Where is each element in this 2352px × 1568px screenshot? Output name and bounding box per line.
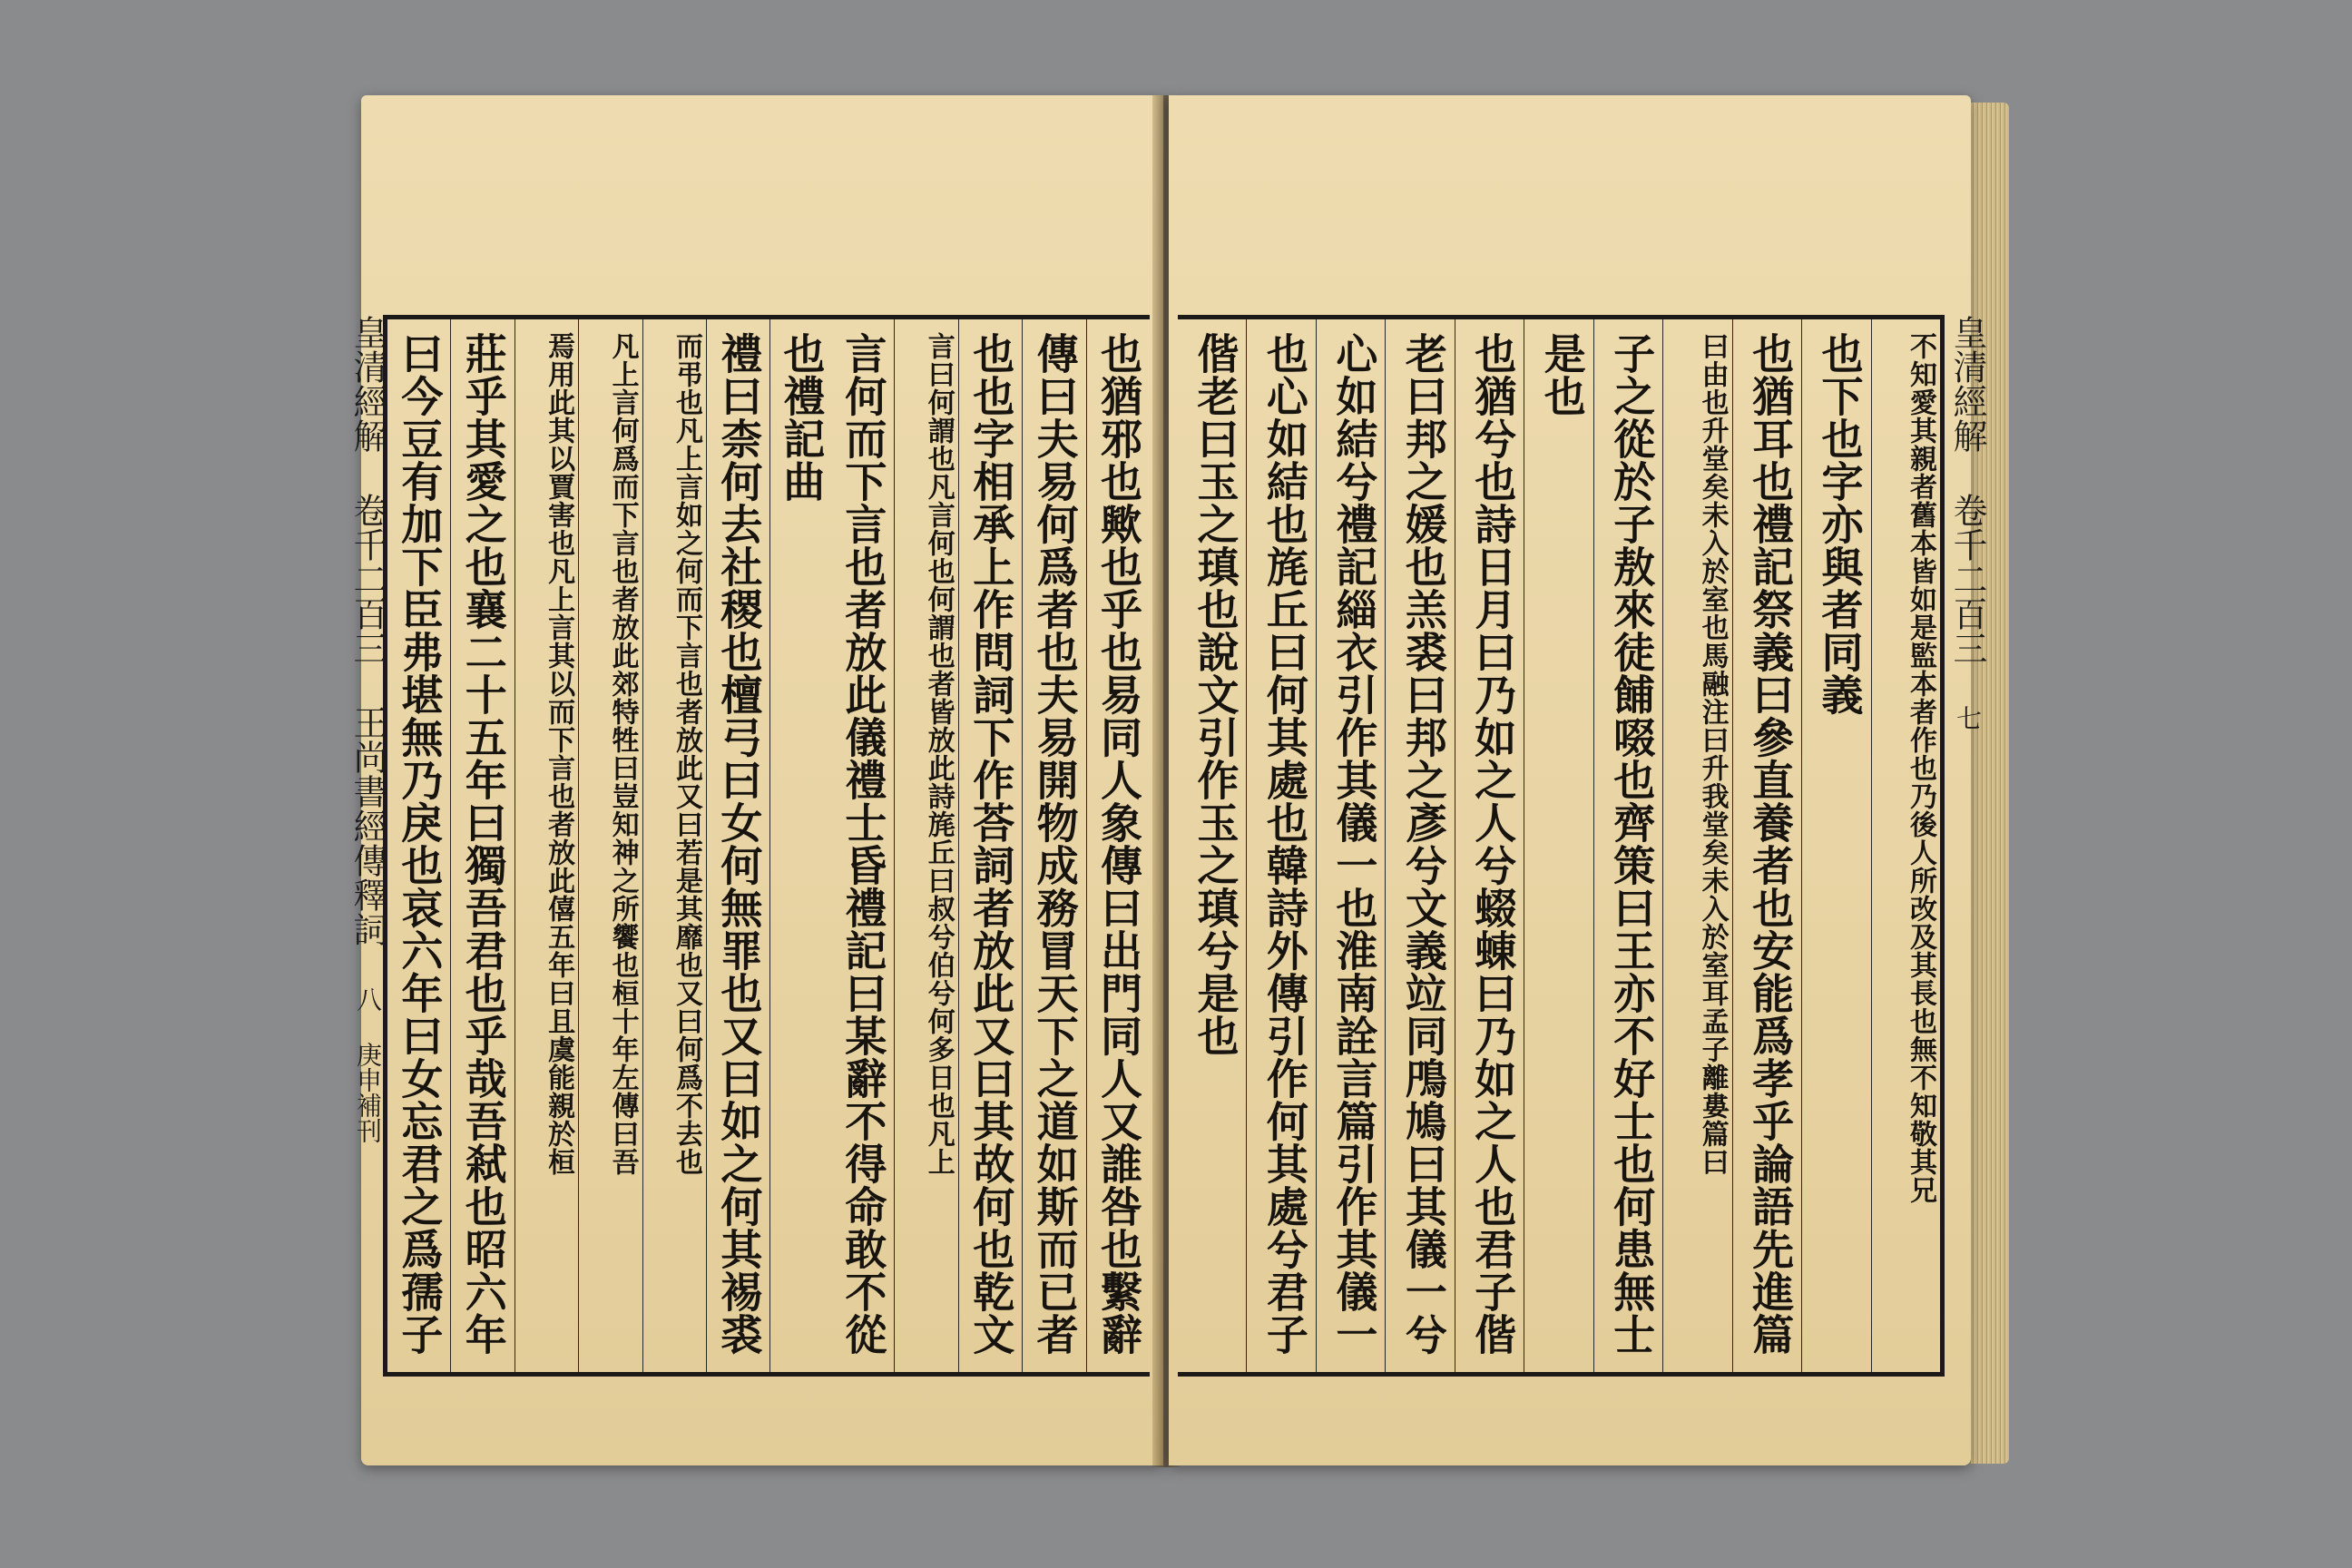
text-column: 言何而下言也者放此儀禮士昏禮記曰某辭不得命敢不從也禮記曲 <box>769 319 894 1372</box>
left-text-frame <box>383 315 1150 1377</box>
text-column: 禮曰柰何去社稷也檀弓曰女何無罪也又曰如之何其裼裘 <box>706 319 769 1372</box>
left-margin-foot: 八 庚申補刊 <box>353 986 383 1143</box>
text-column: 傳曰夫易何爲者也夫易開物成務冒天下之道如斯而已者 <box>1022 319 1085 1372</box>
left-margin-label <box>327 315 390 1367</box>
right-margin-title: 皇清經解 <box>1947 315 1987 453</box>
left-margin-vol: 卷千二百三 王尚書經傳釋詞 <box>348 493 387 946</box>
text-column: 也猶邪也歟也乎也易同人象傳曰出門同人又誰咎也繫辭 <box>1086 319 1150 1372</box>
text-column: 焉用此其以賈害也凡上言其以而下言也者放此僖五年曰且虞能親於桓 <box>514 319 578 1372</box>
text-column: 言曰何謂也凡言何也何謂也者皆放此詩旄丘曰叔兮伯兮何多日也凡上 <box>894 319 957 1372</box>
text-column: 而弔也凡上言如之何而下言也者放此又曰若是其靡也又曰何爲不去也 <box>642 319 706 1372</box>
left-margin-title: 皇清經解 <box>348 315 387 453</box>
right-margin-vol: 卷千二百三 <box>1947 493 1987 665</box>
text-column: 曰由也升堂矣未入於室也馬融注曰升我堂矣未入於室耳孟子離婁篇曰 <box>1662 319 1731 1372</box>
text-column: 心如結兮禮記緇衣引作其儀一也淮南詮言篇引作其儀一 <box>1316 319 1385 1372</box>
left-page <box>348 95 1163 1465</box>
right-page <box>1169 95 1987 1465</box>
text-column: 凡上言何爲而下言也者放此郊特牲曰豈知神之所饗也桓十年左傳曰吾 <box>578 319 642 1372</box>
text-column: 是也 <box>1524 319 1592 1372</box>
text-column: 也下也字亦與者同義 <box>1801 319 1870 1372</box>
text-column: 子之從於子敖來徒餔啜也齊策曰王亦不好士也何患無士 <box>1593 319 1662 1372</box>
open-book <box>348 95 2008 1470</box>
text-column: 偕老曰玉之瑱也說文引作玉之瑱兮是也 <box>1191 332 1240 1057</box>
text-column: 老曰邦之媛也羔裘曰邦之彥兮文義竝同鳲鳩曰其儀一兮 <box>1385 319 1454 1372</box>
right-text-frame <box>1178 315 1945 1377</box>
text-column: 莊乎其愛之也襄二十五年曰獨吾君也乎哉吾弒也昭六年 <box>450 319 514 1372</box>
text-column: 也也字相承上作問詞下作荅詞者放此又曰其故何也乾文 <box>958 319 1022 1372</box>
text-column: 也心如結也旄丘曰何其處也韓詩外傳引作何其處兮君子 <box>1246 319 1315 1372</box>
right-margin-foot: 七 <box>1953 705 1983 730</box>
text-column: 曰今豆有加下臣弗堪無乃戾也哀六年曰女忘君之爲孺子 <box>395 332 445 1356</box>
text-column: 也猶耳也禮記祭義曰參直養者也安能爲孝乎論語先進篇 <box>1732 319 1801 1372</box>
text-column: 也猶兮也詩日月曰乃如之人兮蝃蝀曰乃如之人也君子偕 <box>1455 319 1524 1372</box>
text-column: 不知愛其親者舊本皆如是監本者作也乃後人所改及其長也無不知敬其兄 <box>1871 319 1940 1372</box>
